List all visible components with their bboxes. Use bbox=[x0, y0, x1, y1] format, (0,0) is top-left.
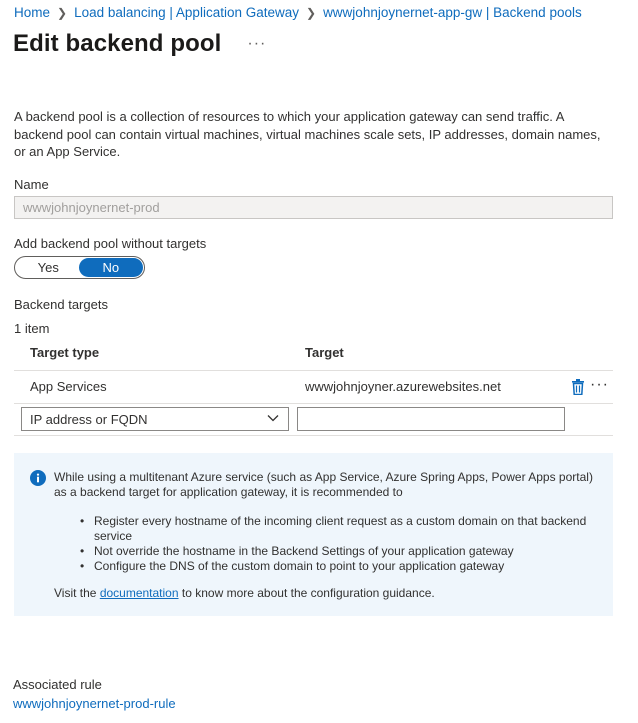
row-divider bbox=[14, 370, 613, 371]
breadcrumb bbox=[14, 5, 582, 20]
info-bullet: • Register every hostname of the incoming client request as a custom domain on that backend service bbox=[94, 514, 606, 544]
target-type-selected: IP address or FQDN bbox=[30, 411, 148, 427]
chevron-right-icon: ❯ bbox=[306, 6, 317, 20]
info-footer-suffix: to know more about the configuration guidance. bbox=[178, 586, 435, 600]
associated-rule-link[interactable]: wwwjohnjoynernet-prod-rule bbox=[13, 696, 176, 711]
column-header-target: Target bbox=[305, 345, 344, 360]
name-label: Name bbox=[14, 177, 49, 192]
info-footer-prefix: Visit the bbox=[54, 586, 100, 600]
name-field[interactable] bbox=[14, 196, 613, 219]
associated-rule-label: Associated rule bbox=[13, 677, 102, 692]
row-target-type: App Services bbox=[30, 379, 107, 394]
toggle-option-no[interactable]: No bbox=[80, 259, 143, 276]
target-type-dropdown[interactable] bbox=[21, 407, 289, 431]
info-bullet-list bbox=[94, 514, 606, 574]
delete-icon[interactable] bbox=[571, 379, 585, 395]
chevron-down-icon bbox=[266, 411, 280, 425]
info-intro: While using a multitenant Azure service (such as App Service, Azure Spring Apps, Power Apps portal) as a backend target for application gateway, it is recommended to bbox=[54, 470, 593, 499]
target-input[interactable] bbox=[297, 407, 565, 431]
info-bullet: • Not override the hostname in the Backend Settings of your application gateway bbox=[94, 544, 606, 559]
chevron-right-icon: ❯ bbox=[57, 6, 68, 20]
info-bullet: • Configure the DNS of the custom domain to point to your application gateway bbox=[94, 559, 606, 574]
info-icon bbox=[30, 470, 46, 486]
backend-targets-label: Backend targets bbox=[14, 297, 108, 312]
item-count: 1 item bbox=[14, 321, 50, 336]
page-title: Edit backend pool bbox=[13, 30, 222, 57]
breadcrumb-load-balancing[interactable]: Load balancing | Application Gateway bbox=[74, 5, 299, 20]
without-targets-toggle bbox=[14, 256, 145, 279]
without-targets-label: Add backend pool without targets bbox=[14, 236, 207, 251]
info-footer bbox=[54, 586, 435, 600]
breadcrumb-backend-pools[interactable]: wwwjohnjoynernet-app-gw | Backend pools bbox=[323, 5, 582, 20]
row-divider bbox=[14, 435, 613, 436]
info-message-box bbox=[14, 453, 613, 616]
documentation-link[interactable]: documentation bbox=[99, 586, 179, 600]
pool-description: A backend pool is a collection of resources to which your application gateway can send traffic. A backend pool can contain virtual machines, virtual machines scale sets, IP addresses, domain names, or an App Service. bbox=[14, 109, 601, 159]
row-more-options-icon[interactable]: ··· bbox=[590, 376, 609, 393]
toggle-option-yes[interactable]: Yes bbox=[37, 260, 59, 275]
title-row bbox=[13, 30, 266, 58]
row-target: wwwjohnjoyner.azurewebsites.net bbox=[305, 379, 501, 394]
row-divider bbox=[14, 403, 613, 404]
more-options-icon[interactable]: ··· bbox=[247, 35, 267, 52]
breadcrumb-home[interactable]: Home bbox=[14, 5, 51, 20]
column-header-target-type: Target type bbox=[30, 345, 100, 360]
